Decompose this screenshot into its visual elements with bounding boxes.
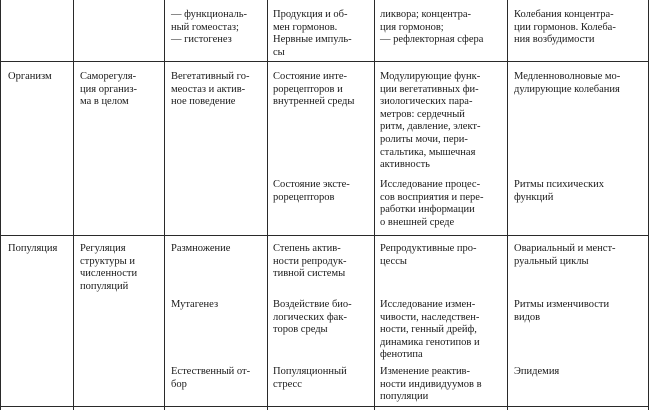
- row-divider-middle: [0, 235, 649, 236]
- organism-rhythm-2: Ритмы психических функций: [514, 179, 604, 203]
- organism-method-1: Модулирующие функ- ции вегетативных фи- зиологических пара- метров: сердечный ритм, давление, элект- ролиты мочи, пери- стальтика, мышечная активность: [380, 71, 481, 171]
- organism-process: Вегетативный го- меостаз и актив- ное поведение: [171, 71, 250, 108]
- population-object-3: Популяционный стресс: [273, 366, 347, 390]
- population-method-1: Репродуктивные про- цессы: [380, 243, 477, 267]
- organism-rhythm-1: Медленноволновые мо- дулирующие колебания: [514, 71, 621, 95]
- population-process-3: Естественный от- бор: [171, 366, 251, 390]
- population-rhythm-1: Овариальный и менст- руальный циклы: [514, 243, 616, 267]
- column-divider-2: [73, 0, 74, 410]
- top-row-process: — функциональ- ный гомеостаз; — гистогенез: [171, 9, 248, 46]
- population-level: Популяция: [8, 243, 58, 254]
- organism-object-1: Состояние инте- рорецепторов и внутренней среды: [273, 71, 355, 108]
- population-rhythm-3: Эпидемия: [514, 366, 560, 377]
- organism-object-2: Состояние экстe- рорецепторов: [273, 179, 350, 203]
- population-object-2: Воздействие био- логических фак- торов среды: [273, 299, 352, 336]
- top-row-method: ликвора; концентра- ция гормонов; — рефлекторная сфера: [380, 9, 484, 46]
- top-row-object: Продукция и об- мен гормонов. Нервные импуль- сы: [273, 9, 352, 58]
- organism-function: Саморегуля- ция организ- ма в целом: [80, 71, 138, 108]
- organism-method-2: Исследование процес- сов восприятия и пере- работки информации о внешней среде: [380, 179, 484, 228]
- column-divider-1: [0, 0, 1, 410]
- population-process-1: Размножение: [171, 243, 231, 254]
- population-rhythm-2: Ритмы изменчивости видов: [514, 299, 610, 323]
- population-method-3: Изменение реактив- ности индивидуумов в популяции: [380, 366, 482, 403]
- column-divider-4: [267, 0, 268, 410]
- population-process-2: Мутагенез: [171, 299, 219, 310]
- organism-level: Организм: [8, 71, 52, 82]
- column-divider-3: [164, 0, 165, 410]
- population-method-2: Исследование измен- чивости, наследствен- ности, генный дрейф, динамика генотипов и фенотипа: [380, 299, 480, 361]
- row-divider-top: [0, 61, 649, 62]
- top-row-rhythm: Колебания концентра- ции гормонов. Колеба- ния возбудимости: [514, 9, 616, 46]
- population-object-1: Степень актив- ности репродук- тивной системы: [273, 243, 347, 280]
- row-divider-bottom: [0, 406, 649, 407]
- column-divider-6: [507, 0, 508, 410]
- column-divider-5: [374, 0, 375, 410]
- population-function: Регуляция структуры и численности популяций: [80, 243, 138, 292]
